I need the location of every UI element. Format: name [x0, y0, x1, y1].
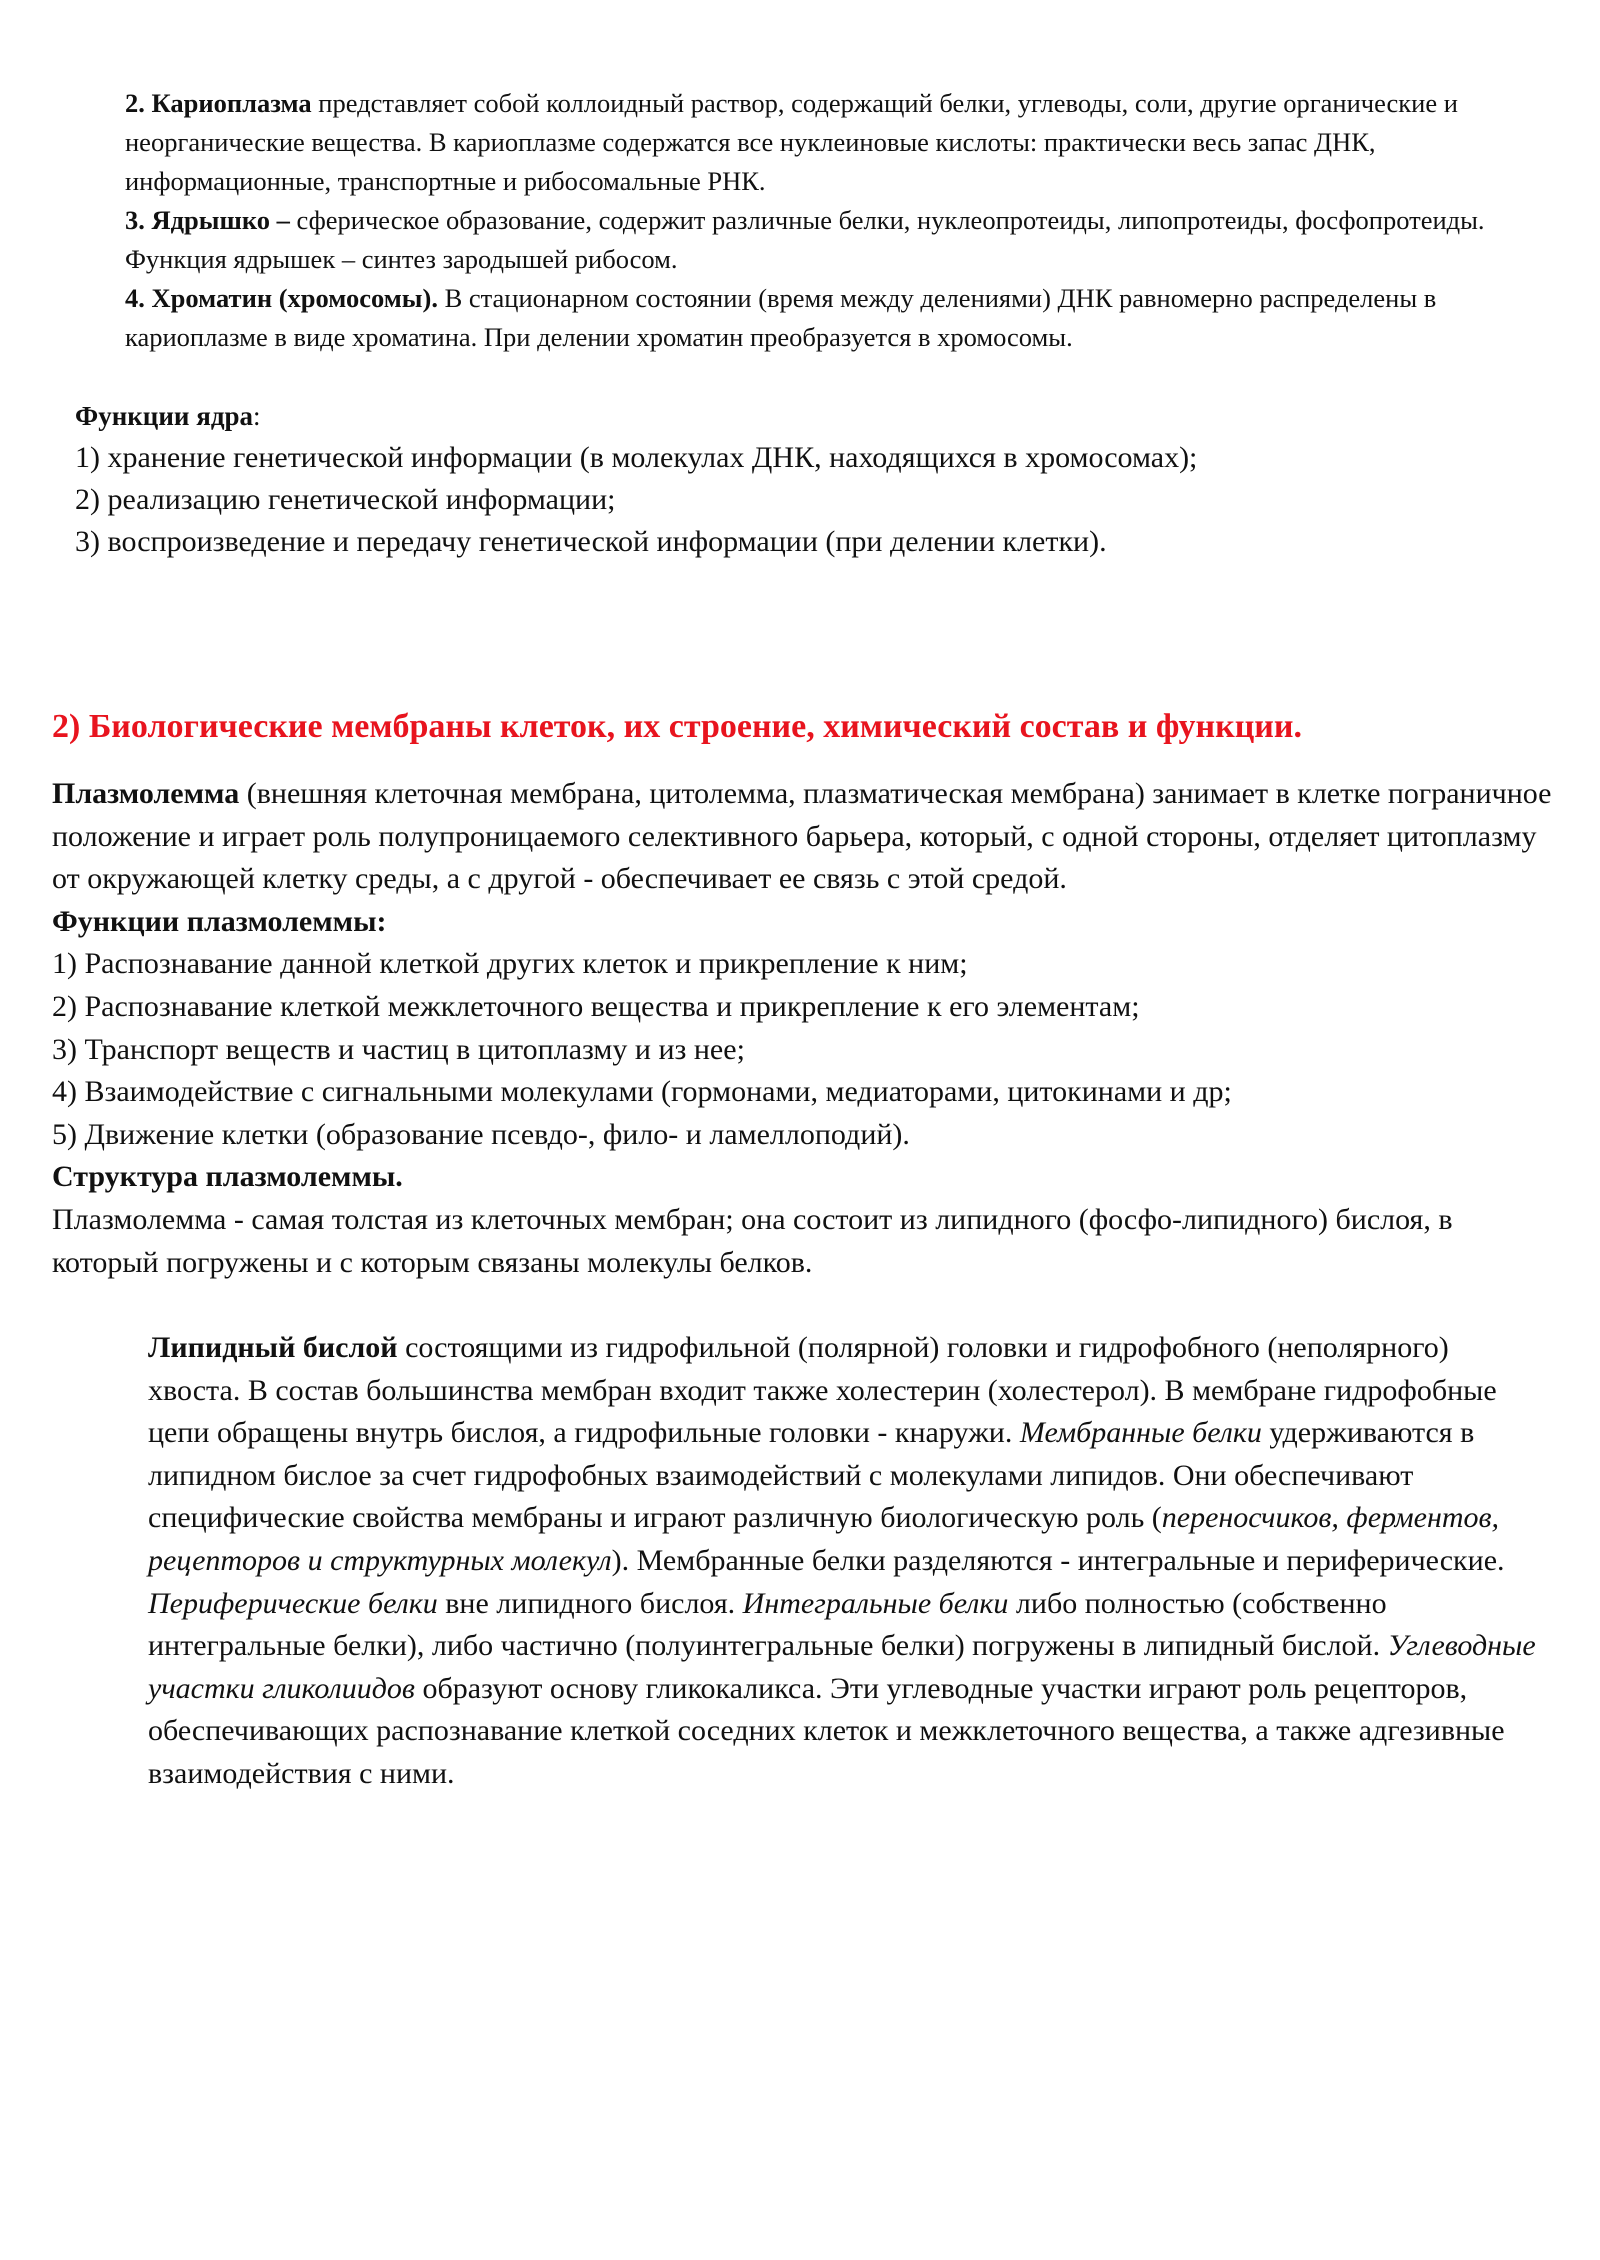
plasmalemma-function-item: 1) Распознавание данной клеткой других клеток и прикрепление к ним;	[52, 947, 968, 981]
chromatin-title: 4. Хроматин (хромосомы).	[125, 283, 438, 313]
nucleus-function-item: 2) реализацию генетической информации;	[75, 483, 616, 516]
lipid-bilayer-text: вне липидного бислоя.	[437, 1586, 743, 1620]
carbohydrate-term: Углеводные участки гликолиидов	[148, 1629, 1536, 1705]
nucleus-functions-block	[75, 395, 1555, 563]
nucleus-function-item: 3) воспроизведение и передачу генетической информации (при делении клетки).	[75, 525, 1107, 558]
lipid-bilayer-text: состоящими из гидрофильной (полярной) головки и гидрофобного (неполярного) хвоста. В состав большинства мембран входит также холестерин (холестерол). В мембране гидрофобные цепи обращены внутрь бислоя, а гидрофильные головки - кнаружи.	[148, 1331, 1497, 1450]
peripheral-proteins-term: Периферические белки	[148, 1586, 438, 1620]
lipid-bilayer-text: ). Мембранные белки разделяются - интегральные и периферические.	[611, 1543, 1505, 1577]
plasmalemma-term: Плазмолемма	[52, 777, 240, 810]
nucleus-functions-title	[75, 395, 1555, 437]
membrane-proteins-term: Мембранные белки	[1019, 1416, 1262, 1450]
protein-roles: переносчиков, ферментов, рецепторов и структурных молекул	[148, 1501, 1500, 1577]
nucleus-functions-colon: :	[253, 401, 261, 431]
karyoplasm-text: представляет собой коллоидный раствор, содержащий белки, углеводы, соли, другие органические и неорганические вещества. В кариоплазме содержатся все нуклеиновые кислоты: практически весь запас ДНК, информационные, транспортные и рибосомальные РНК.	[125, 88, 1458, 196]
plasmalemma-intro-paragraph	[52, 773, 1552, 901]
chromatin-paragraph	[125, 279, 1545, 357]
plasmalemma-function-item: 3) Транспорт веществ и частиц в цитоплазму и из нее;	[52, 1032, 745, 1066]
lipid-bilayer-block	[148, 1327, 1548, 1796]
nucleus-function-item: 1) хранение генетической информации (в молекулах ДНК, находящихся в хромосомах);	[75, 441, 1198, 474]
plasmalemma-structure-text: Плазмолемма - самая толстая из клеточных мембран; она состоит из липидного (фосфо-липидного) бислоя, в который погружены и с которым связаны молекулы белков.	[52, 1202, 1453, 1279]
nucleolus-title: 3. Ядрышко –	[125, 205, 290, 235]
nucleolus-paragraph	[125, 201, 1545, 279]
plasmalemma-function-item: 5) Движение клетки (образование псевдо-, фило- и ламеллоподий).	[52, 1117, 910, 1151]
chromatin-text: В стационарном состоянии (время между делениями) ДНК равномерно распределены в кариоплазме в виде хроматина. При делении хроматин преобразуется в хромосомы.	[125, 283, 1437, 352]
section-heading: 2) Биологические мембраны клеток, их строение, химический состав и функции.	[52, 708, 1302, 745]
karyoplasm-paragraph	[125, 84, 1545, 201]
integral-proteins-term: Интегральные белки	[742, 1586, 1009, 1620]
lipid-bilayer-term: Липидный бислой	[148, 1331, 398, 1364]
plasmalemma-structure-title-text: Структура плазмолеммы.	[52, 1160, 403, 1194]
lipid-bilayer-text: образуют основу гликокаликса. Эти углеводные участки играют роль рецепторов, обеспечивающих распознавание клеткой соседних клеток и межклеточного вещества, а также адгезивные взаимодействия с ними.	[148, 1671, 1505, 1790]
lipid-bilayer-text: удерживаются в липидном бислое за счет гидрофобных взаимодействий с молекулами липидов. Они обеспечивают специфические свойства мембраны и играют различную биологическую роль (	[148, 1416, 1475, 1535]
plasmalemma-function-item: 2) Распознавание клеткой межклеточного вещества и прикрепление к его элементам;	[52, 989, 1140, 1023]
nucleus-components-block	[125, 84, 1545, 357]
lipid-bilayer-paragraph	[148, 1327, 1548, 1796]
plasmalemma-structure-title	[52, 1156, 1552, 1199]
plasmalemma-intro-text: (внешняя клеточная мембрана, цитолемма, плазматическая мембрана) занимает в клетке пограничное положение и играет роль полупроницаемого селективного барьера, который, с одной стороны, отделяет цитоплазму от окружающей клетку среды, а с другой - обеспечивает ее связь с этой средой.	[52, 777, 1552, 896]
plasmalemma-functions-title-text: Функции плазмолеммы:	[52, 904, 387, 938]
lipid-bilayer-text: либо полностью (собственно интегральные белки), либо частично (полуинтегральные белки) погружены в липидный бислой.	[148, 1586, 1388, 1663]
plasmalemma-function-item: 4) Взаимодействие с сигнальными молекулами (гормонами, медиаторами, цитокинами и др;	[52, 1075, 1232, 1109]
plasmalemma-functions-title	[52, 901, 1552, 944]
plasmalemma-block	[52, 773, 1552, 1284]
karyoplasm-title: 2. Кариоплазма	[125, 88, 312, 118]
nucleus-functions-title-text: Функции ядра	[75, 401, 254, 431]
nucleolus-text: сферическое образование, содержит различные белки, нуклеопротеиды, липопротеиды, фосфопротеиды. Функция ядрышек – синтез зародышей рибосом.	[125, 205, 1485, 274]
